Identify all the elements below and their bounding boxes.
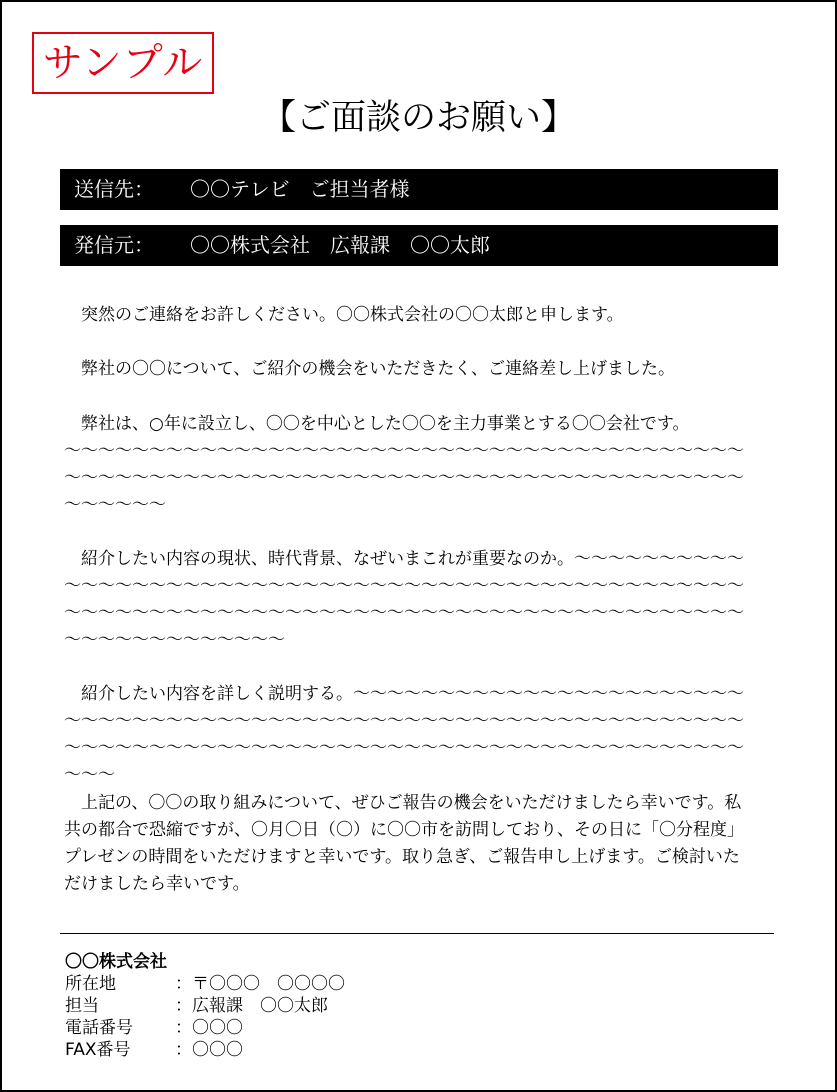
signature-key: 電話番号: [65, 1018, 133, 1038]
signature-key: 所在地: [65, 974, 116, 994]
sender-signature: [65, 951, 345, 1061]
sample-stamp: サンプル: [32, 32, 214, 94]
body-paragraph-3: [64, 411, 754, 519]
paragraph-text: 弊社の〇〇について、ご紹介の機会をいただきたく、ご連絡差し上げました。: [81, 359, 675, 379]
sender-value: 〇〇株式会社 広報課 〇〇太郎: [190, 233, 490, 257]
signature-value: ：〇〇〇: [175, 1040, 243, 1060]
recipient-label: 送信先：: [74, 177, 154, 201]
signature-row-fax: [65, 1039, 345, 1061]
paragraph-text: 紹介したい内容の現状、時代背景、なぜいまこれが重要なのか。～～～～～～～～～～～～～～～～～～～～～～～～～～～～～～～～～～～～～～～～～～～～～～～～～～～～～～～～～～～～～～～～～～～～～～～～～～～～～～～～～～～～～～～～～～～～～～～～～～～～～～～: [64, 549, 744, 650]
body-paragraph-2: [64, 356, 754, 383]
body-paragraph-6: [64, 790, 754, 898]
signature-row-phone: [65, 1017, 345, 1039]
signature-value: ：〒〇〇〇 〇〇〇〇: [175, 974, 345, 994]
signature-value: ：〇〇〇: [175, 1018, 243, 1038]
footer-divider: [60, 933, 774, 934]
signature-row-contact: [65, 995, 345, 1017]
paragraph-text: 突然のご連絡をお許しください。〇〇株式会社の〇〇太郎と申します。: [81, 305, 624, 325]
recipient-bar: [60, 169, 778, 210]
signature-key: 担当: [65, 996, 99, 1016]
signature-value: ：広報課 〇〇太郎: [175, 996, 328, 1016]
paragraph-text: 上記の、〇〇の取り組みについて、ぜひご報告の機会をいただけましたら幸いです。私共の都合で恐縮ですが、〇月〇日（〇）に〇〇市を訪問しており、その日に「〇分程度」プレゼンの時間をいただけますと幸いです。取り急ぎ、ご報告申し上げます。ご検討いただけましたら幸いです。: [64, 793, 744, 894]
sender-label: 発信元：: [74, 233, 154, 257]
body-paragraph-4: [64, 546, 754, 654]
body-paragraph-1: [64, 302, 754, 329]
body-paragraph-5: [64, 681, 754, 789]
paragraph-text: 弊社は、○年に設立し、〇〇を中心とした〇〇を主力事業とする〇〇会社です。: [81, 414, 690, 434]
signature-key: FAX番号: [65, 1040, 131, 1060]
paragraph-text: 紹介したい内容を詳しく説明する。～～～～～～～～～～～～～～～～～～～～～～～～～～～～～～～～～～～～～～～～～～～～～～～～～～～～～～～～～～～～～～～～～～～～～～～～～～～～～～～～～～～～～～～～～～～～～～～～～～～～～～～～～～: [64, 684, 744, 785]
placeholder-wave-text: ～～～～～～～～～～～～～～～～～～～～～～～～～～～～～～～～～～～～～～～～～～～～～～～～～～～～～～～～～～～～～～～～～～～～～～～～～～～～～～～～～～～～～～: [64, 441, 744, 515]
signature-row-address: [65, 973, 345, 995]
company-name: 〇〇株式会社: [65, 952, 167, 972]
page-title: 【ご面談のお願い】: [260, 98, 576, 138]
recipient-value: 〇〇テレビ ご担当者様: [190, 177, 410, 201]
sender-bar: [60, 225, 778, 266]
